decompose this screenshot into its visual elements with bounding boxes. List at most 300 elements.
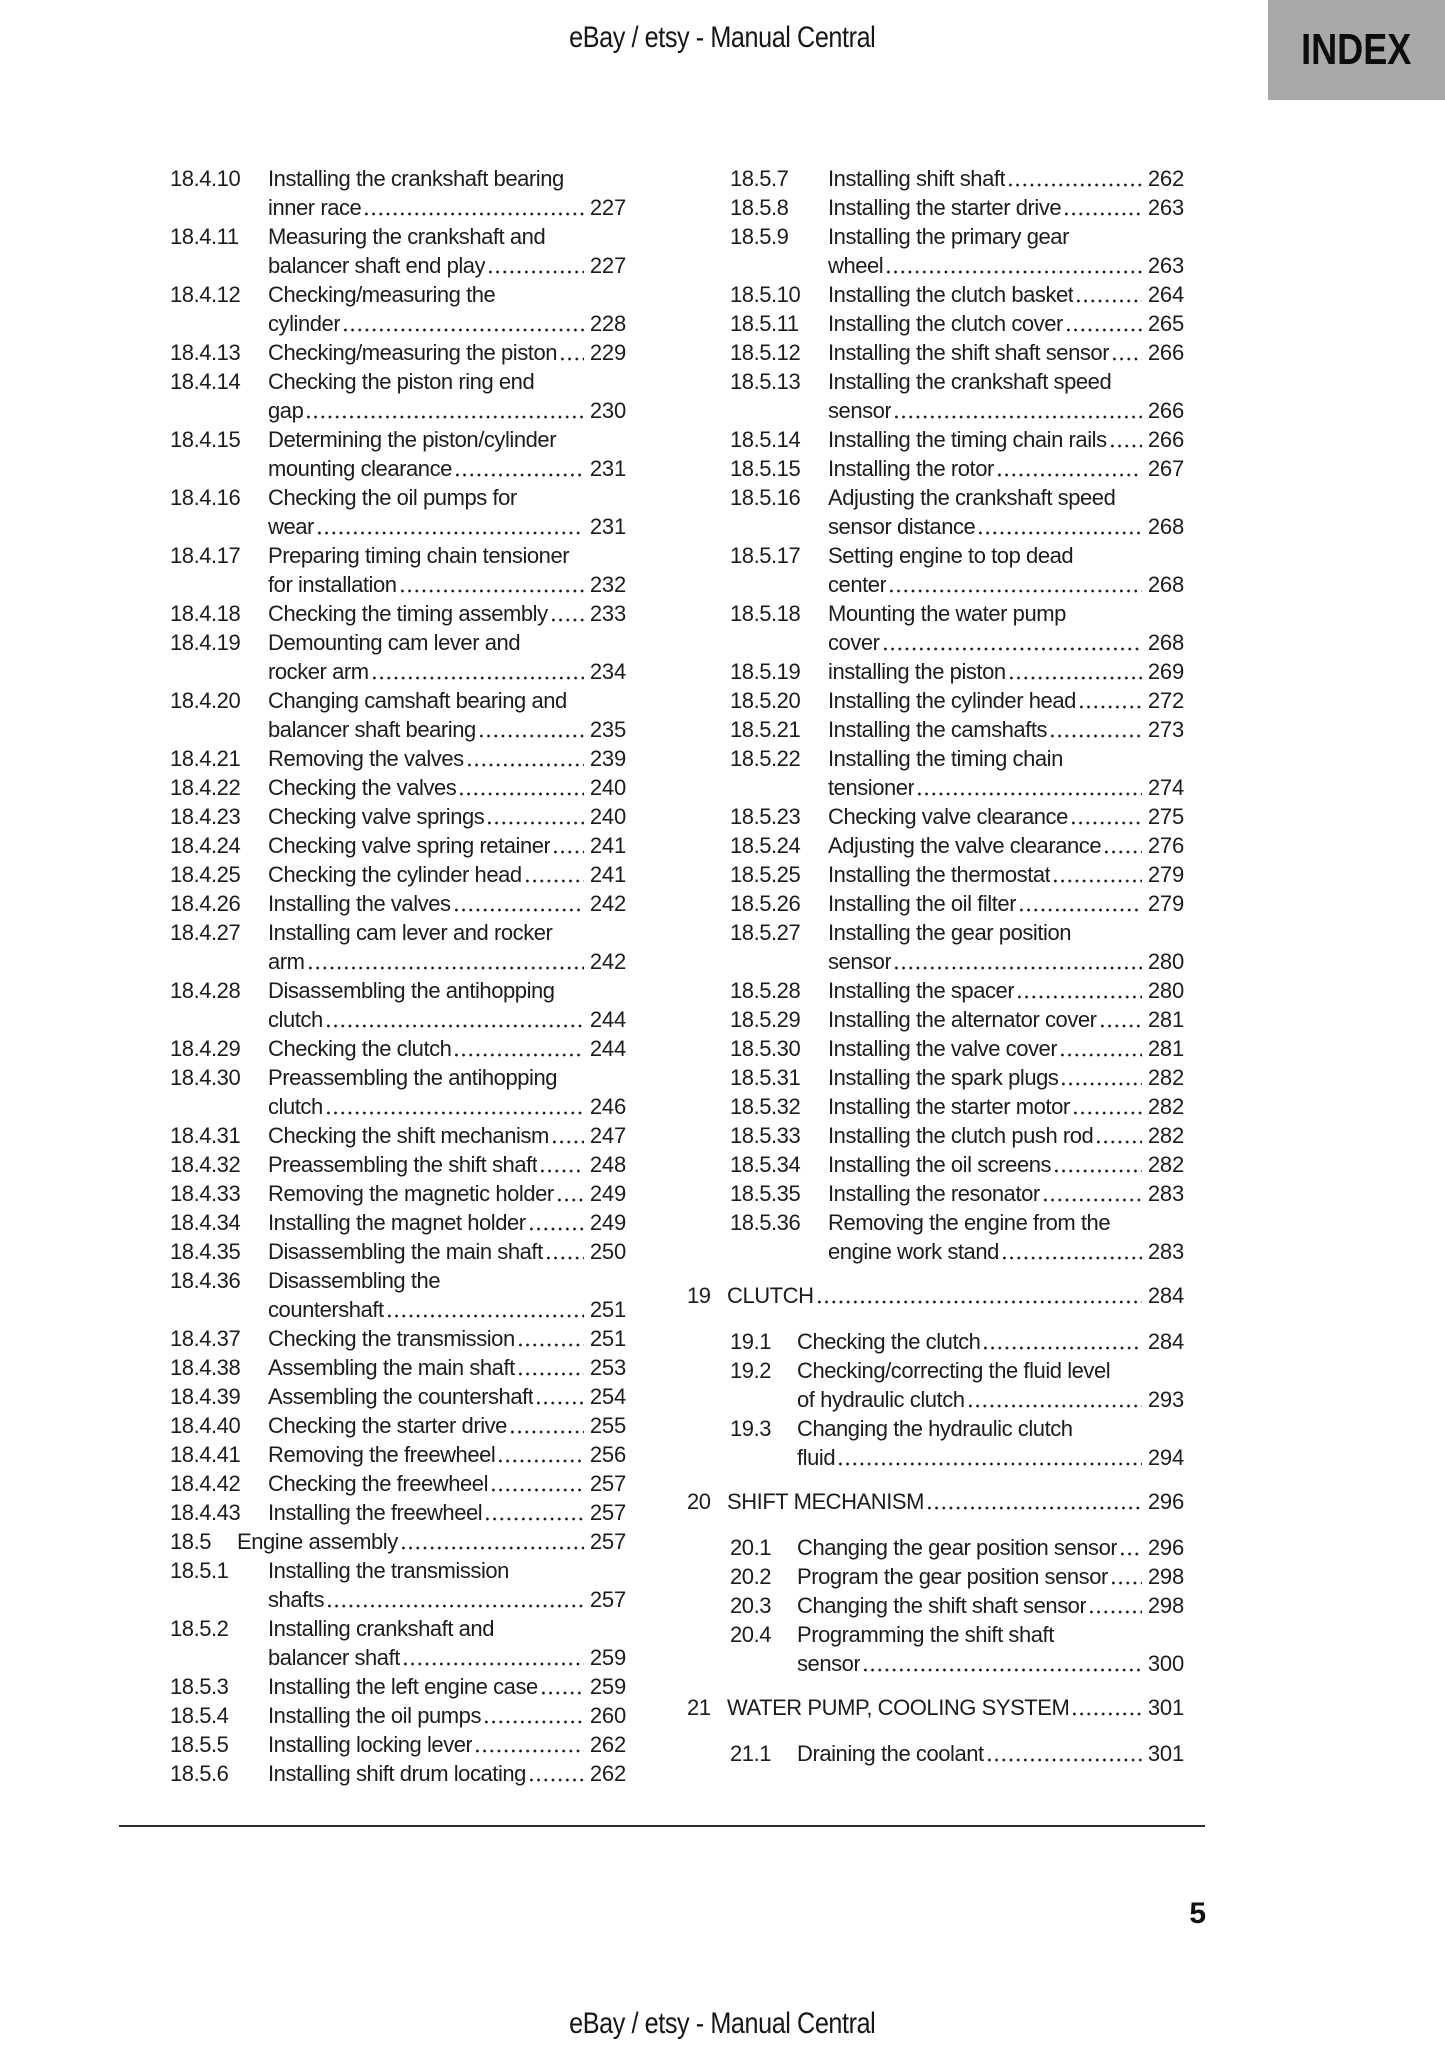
toc-entry-body xyxy=(797,1562,1184,1591)
toc-entry-title-line: arm xyxy=(268,949,305,974)
toc-entry-page: 279 xyxy=(1147,862,1184,887)
toc-entry-page: 257 xyxy=(589,1587,626,1612)
toc-entry xyxy=(127,425,626,483)
toc-entry xyxy=(127,976,626,1034)
toc-entry-title-line: Installing crankshaft and xyxy=(268,1616,495,1641)
toc-entry-page: 234 xyxy=(589,659,626,684)
toc-entry-title-line: wear xyxy=(268,514,314,539)
toc-entry-number: 18.4.43 xyxy=(170,1500,241,1525)
toc-entry-body xyxy=(828,309,1184,338)
dot-leader xyxy=(1054,879,1142,883)
toc-entry-page: 275 xyxy=(1147,804,1184,829)
toc-entry-title-line: Engine assembly xyxy=(237,1529,398,1554)
toc-column-left xyxy=(127,164,626,1788)
toc-entry-title-line: clutch xyxy=(268,1094,323,1119)
toc-entry-body xyxy=(268,773,626,802)
toc-entry-title-line: Changing the gear position sensor xyxy=(797,1535,1118,1560)
toc-entry-title-line: Installing the valves xyxy=(268,891,451,916)
toc-entry-last-line xyxy=(727,1693,1184,1722)
toc-entry-page: 281 xyxy=(1147,1036,1184,1061)
toc-entry-number: 18.4.10 xyxy=(170,166,241,191)
dot-leader xyxy=(1061,1053,1142,1057)
toc-entry-last-line xyxy=(268,309,626,338)
dot-leader xyxy=(554,850,583,854)
toc-entry-title-line: center xyxy=(828,572,887,597)
dot-leader xyxy=(455,908,584,912)
toc-entry-last-line xyxy=(268,599,626,628)
dot-leader xyxy=(485,1720,584,1724)
toc-entry-last-line xyxy=(797,1443,1184,1472)
toc-entry-body xyxy=(828,831,1184,860)
toc-entry xyxy=(127,1730,626,1759)
toc-entry-number: 18.5.18 xyxy=(730,601,801,626)
toc-entry xyxy=(127,1150,626,1179)
toc-entry xyxy=(127,367,626,425)
toc-entry xyxy=(687,715,1184,744)
toc-entry-last-line xyxy=(268,338,626,367)
toc-entry xyxy=(687,1562,1184,1591)
toc-entry xyxy=(127,1672,626,1701)
toc-entry-page: 259 xyxy=(589,1645,626,1670)
toc-entry-last-line xyxy=(268,1092,626,1121)
dot-leader xyxy=(530,1778,584,1782)
toc-entry-title-line: Checking valve clearance xyxy=(828,804,1068,829)
toc-entry-page: 283 xyxy=(1147,1239,1184,1264)
toc-entry-body xyxy=(268,1440,626,1469)
toc-entry-title-line: SHIFT MECHANISM xyxy=(727,1489,924,1514)
toc-entry-page: 274 xyxy=(1147,775,1184,800)
toc-entry-number: 18.4.36 xyxy=(170,1268,241,1293)
dot-leader xyxy=(489,270,584,274)
toc-entry-page: 248 xyxy=(589,1152,626,1177)
toc-entry xyxy=(687,309,1184,338)
toc-entry xyxy=(687,918,1184,976)
toc-entry-title-line: Checking/correcting the fluid level xyxy=(797,1358,1111,1383)
toc-entry-title-line: Installing the starter drive xyxy=(828,195,1062,220)
toc-entry-number: 18.5.11 xyxy=(730,311,799,336)
dot-leader xyxy=(1077,299,1141,303)
toc-entry-page: 260 xyxy=(589,1703,626,1728)
dot-leader xyxy=(558,1198,584,1202)
toc-entry-body xyxy=(828,338,1184,367)
toc-entry-body xyxy=(797,1356,1184,1414)
toc-entry-body xyxy=(797,1414,1184,1472)
toc-entry-number: 18.5.30 xyxy=(730,1036,801,1061)
toc-entry-title-line: Installing the primary gear xyxy=(828,224,1069,249)
toc-entry-number: 18.5.33 xyxy=(730,1123,801,1148)
dot-leader xyxy=(519,1372,584,1376)
toc-entry-page: 280 xyxy=(1147,978,1184,1003)
toc-entry-number: 20.2 xyxy=(730,1564,772,1589)
toc-entry-title-line: Installing the timing chain rails xyxy=(828,427,1107,452)
toc-entry-title-line: Checking the shift mechanism xyxy=(268,1123,549,1148)
toc-entry-last-line xyxy=(268,1672,626,1701)
dot-leader xyxy=(918,792,1141,796)
toc-entry-title-line: Programming the shift shaft xyxy=(797,1622,1054,1647)
toc-entry-title-line: Removing the freewheel xyxy=(268,1442,496,1467)
toc-entry-last-line xyxy=(797,1327,1184,1356)
toc-entry-last-line xyxy=(268,1469,626,1498)
toc-entry-body xyxy=(268,918,626,976)
toc-entry-title-line: Checking the timing assembly xyxy=(268,601,548,626)
toc-entry-number: 20.3 xyxy=(730,1593,772,1618)
toc-entry-body xyxy=(268,425,626,483)
toc-entry-page: 266 xyxy=(1147,427,1184,452)
toc-entry-page: 251 xyxy=(589,1326,626,1351)
toc-entry-page: 267 xyxy=(1147,456,1184,481)
toc-entry-title-line: installing the piston xyxy=(828,659,1006,684)
toc-entry-page: 294 xyxy=(1147,1445,1184,1470)
toc-entry-last-line xyxy=(268,744,626,773)
toc-entry-body xyxy=(268,483,626,541)
toc-entry xyxy=(127,889,626,918)
toc-entry xyxy=(127,1759,626,1788)
toc-entry xyxy=(687,1533,1184,1562)
toc-entry-last-line xyxy=(828,831,1184,860)
dot-leader xyxy=(1020,908,1142,912)
toc-entry xyxy=(687,657,1184,686)
page-number: 5 xyxy=(1189,1897,1206,1930)
dot-leader xyxy=(552,618,584,622)
dot-leader xyxy=(561,357,584,361)
toc-entry-last-line xyxy=(828,309,1184,338)
dot-leader xyxy=(307,415,584,419)
dot-leader xyxy=(1003,1256,1142,1260)
toc-entry-title-line: countershaft xyxy=(268,1297,384,1322)
toc-entry-last-line xyxy=(797,1533,1184,1562)
toc-entry-number: 18.5.8 xyxy=(730,195,789,220)
dot-leader xyxy=(492,1488,584,1492)
toc-entry-body xyxy=(828,1063,1184,1092)
toc-entry-page: 266 xyxy=(1147,340,1184,365)
toc-entry-page: 240 xyxy=(589,804,626,829)
toc-entry xyxy=(687,1739,1184,1768)
toc-entry xyxy=(127,1063,626,1121)
toc-entry-body xyxy=(268,1063,626,1121)
toc-entry xyxy=(127,599,626,628)
toc-entry-page: 251 xyxy=(589,1297,626,1322)
toc-entry-last-line xyxy=(828,628,1184,657)
toc-entry-page: 283 xyxy=(1147,1181,1184,1206)
toc-entry-body xyxy=(268,1672,626,1701)
toc-entry-body xyxy=(268,280,626,338)
toc-entry-number: 18.4.39 xyxy=(170,1384,241,1409)
dot-leader xyxy=(1090,1610,1142,1614)
toc-entry-title-line: Program the gear position sensor xyxy=(797,1564,1108,1589)
toc-entry-page: 279 xyxy=(1147,891,1184,916)
toc-entry-last-line xyxy=(828,657,1184,686)
toc-entry xyxy=(687,338,1184,367)
dot-leader xyxy=(530,1227,584,1231)
toc-entry-page: 227 xyxy=(589,253,626,278)
toc-entry-title-line: sensor xyxy=(797,1651,861,1676)
toc-entry xyxy=(687,686,1184,715)
toc-entry-number: 18.4.29 xyxy=(170,1036,241,1061)
toc-entry-number: 18.5.25 xyxy=(730,862,801,887)
toc-entry xyxy=(687,1356,1184,1414)
dot-leader xyxy=(998,473,1142,477)
dot-leader xyxy=(895,966,1142,970)
toc-entry-page: 256 xyxy=(589,1442,626,1467)
toc-entry-title-line: balancer shaft end play xyxy=(268,253,486,278)
toc-entry-last-line xyxy=(268,1643,626,1672)
toc-entry-page: 247 xyxy=(589,1123,626,1148)
dot-leader xyxy=(547,1256,584,1260)
toc-entry-page: 282 xyxy=(1147,1123,1184,1148)
page-footer-title xyxy=(0,2008,1445,2040)
toc-entry-number: 18.5.24 xyxy=(730,833,801,858)
toc-entry-body xyxy=(268,1034,626,1063)
toc-entry xyxy=(127,1527,626,1556)
toc-entry-number: 19 xyxy=(687,1283,711,1308)
toc-entry-title-line: Installing the alternator cover xyxy=(828,1007,1097,1032)
toc-entry-page: 264 xyxy=(1147,282,1184,307)
toc-entry-number: 18.4.14 xyxy=(170,369,241,394)
toc-entry xyxy=(127,483,626,541)
toc-entry-title-line: Installing the clutch cover xyxy=(828,311,1063,336)
dot-leader xyxy=(1074,1111,1142,1115)
toc-entry-last-line xyxy=(268,512,626,541)
toc-entry-number: 20.1 xyxy=(730,1535,772,1560)
toc-entry-title-line: Mounting the water pump xyxy=(828,601,1066,626)
toc-entry-number: 21.1 xyxy=(730,1741,772,1766)
dot-leader xyxy=(969,1404,1142,1408)
toc-entry-page: 268 xyxy=(1147,572,1184,597)
dot-leader xyxy=(318,531,584,535)
dot-leader xyxy=(486,1517,584,1521)
toc-entry-title-line: Changing camshaft bearing and xyxy=(268,688,567,713)
toc-entry-title-line: engine work stand xyxy=(828,1239,999,1264)
toc-entry-title-line: Installing the clutch push rod xyxy=(828,1123,1094,1148)
toc-entry-title-line: Checking the clutch xyxy=(797,1329,981,1354)
dot-leader xyxy=(480,734,584,738)
toc-entry-page: 282 xyxy=(1147,1065,1184,1090)
toc-entry-title-line: cylinder xyxy=(268,311,341,336)
toc-entry-body xyxy=(828,802,1184,831)
toc-entry xyxy=(127,773,626,802)
toc-entry-last-line xyxy=(828,802,1184,831)
toc-entry-last-line xyxy=(268,831,626,860)
toc-entry-page: 249 xyxy=(589,1181,626,1206)
toc-entry xyxy=(127,686,626,744)
toc-entry xyxy=(127,1498,626,1527)
toc-entry-page: 296 xyxy=(1147,1489,1184,1514)
toc-entry-body xyxy=(268,1556,626,1614)
toc-entry-number: 18.5.2 xyxy=(170,1616,229,1641)
toc-entry-page: 242 xyxy=(589,949,626,974)
toc-entry-last-line xyxy=(828,773,1184,802)
toc-entry-page: 262 xyxy=(589,1761,626,1786)
toc-entry-page: 242 xyxy=(589,891,626,916)
toc-entry-title-line: Assembling the countershaft xyxy=(268,1384,534,1409)
toc-entry-body xyxy=(268,599,626,628)
toc-entry-title-line: balancer shaft xyxy=(268,1645,400,1670)
toc-entry-number: 18.5.15 xyxy=(730,456,801,481)
toc-entry-last-line xyxy=(268,1208,626,1237)
toc-entry-body xyxy=(268,1469,626,1498)
toc-entry-title-line: Installing the crankshaft bearing xyxy=(268,166,564,191)
toc-entry-number: 18.5.32 xyxy=(730,1094,801,1119)
toc-entry xyxy=(687,1150,1184,1179)
dot-leader xyxy=(541,1169,583,1173)
toc-entry-body xyxy=(268,976,626,1034)
toc-entry-body xyxy=(828,1034,1184,1063)
dot-leader xyxy=(388,1314,584,1318)
toc-entry-body xyxy=(727,1281,1184,1310)
toc-entry-page: 284 xyxy=(1147,1283,1184,1308)
toc-entry-number: 18.5.28 xyxy=(730,978,801,1003)
toc-entry-last-line xyxy=(268,1295,626,1324)
toc-entry-body xyxy=(268,222,626,280)
toc-entry-page: 273 xyxy=(1147,717,1184,742)
toc-entry-title-line: Checking the cylinder head xyxy=(268,862,522,887)
toc-entry-last-line xyxy=(268,1759,626,1788)
toc-entry-page: 268 xyxy=(1147,630,1184,655)
dot-leader xyxy=(373,676,584,680)
toc-entry-title-line: Installing the transmission xyxy=(268,1558,509,1583)
toc-entry-number: 18.5.9 xyxy=(730,224,789,249)
toc-entry-body xyxy=(828,193,1184,222)
toc-entry-last-line xyxy=(828,512,1184,541)
toc-entry-last-line xyxy=(828,686,1184,715)
toc-entry-number: 18.4.22 xyxy=(170,775,241,800)
dot-leader xyxy=(1080,705,1142,709)
dot-leader xyxy=(984,1346,1141,1350)
toc-entry-title-line: Installing the timing chain xyxy=(828,746,1063,771)
dot-leader xyxy=(1018,995,1142,999)
toc-entry-number: 18.4.26 xyxy=(170,891,241,916)
toc-entry-title-line: Checking the oil pumps for xyxy=(268,485,517,510)
toc-entry-body xyxy=(727,1487,1184,1516)
toc-entry-page: 301 xyxy=(1147,1695,1184,1720)
toc-entry-body xyxy=(268,1121,626,1150)
toc-entry-body xyxy=(268,831,626,860)
toc-entry-page: 249 xyxy=(589,1210,626,1235)
toc-entry-page: 284 xyxy=(1147,1329,1184,1354)
toc-entry-number: 18.4.40 xyxy=(170,1413,241,1438)
toc-entry-number: 18.4.34 xyxy=(170,1210,241,1235)
dot-leader xyxy=(928,1506,1142,1510)
toc-entry-last-line xyxy=(828,860,1184,889)
toc-entry-number: 18.5.10 xyxy=(730,282,801,307)
toc-entry-title-line: Checking/measuring the xyxy=(268,282,496,307)
toc-entry-number: 21 xyxy=(687,1695,711,1720)
toc-entry-page: 229 xyxy=(589,340,626,365)
toc-entry xyxy=(687,1063,1184,1092)
toc-entry-body xyxy=(828,1150,1184,1179)
toc-entry-title-line: Installing the left engine case xyxy=(268,1674,538,1699)
toc-entry xyxy=(687,860,1184,889)
index-badge-label: INDEX xyxy=(1301,25,1412,74)
page-header-title-text: eBay / etsy - Manual Central xyxy=(569,21,876,54)
dot-leader xyxy=(1112,1581,1142,1585)
toc-entry-page: 241 xyxy=(589,862,626,887)
toc-entry-title-line: of hydraulic clutch xyxy=(797,1387,965,1412)
dot-leader xyxy=(887,270,1142,274)
toc-entry-body xyxy=(727,1693,1184,1722)
toc-entry-last-line xyxy=(268,193,626,222)
page-header-title xyxy=(0,22,1445,54)
toc-entry-title-line: Preparing timing chain tensioner xyxy=(268,543,570,568)
toc-entry-title-line: Changing the shift shaft sensor xyxy=(797,1593,1087,1618)
toc-entry-page: 265 xyxy=(1147,311,1184,336)
dot-leader xyxy=(895,415,1142,419)
toc-entry-title-line: Adjusting the valve clearance xyxy=(828,833,1102,858)
dot-leader xyxy=(1010,676,1142,680)
toc-entry-number: 18.4.37 xyxy=(170,1326,241,1351)
dot-leader xyxy=(1055,1169,1142,1173)
toc-entry-title-line: cover xyxy=(828,630,880,655)
toc-entry xyxy=(687,541,1184,599)
toc-entry-number: 18.5.20 xyxy=(730,688,801,713)
toc-entry xyxy=(687,1281,1184,1310)
toc-entry-body xyxy=(828,1005,1184,1034)
toc-entry-title-line: Checking the clutch xyxy=(268,1036,452,1061)
toc-entry-body xyxy=(268,1614,626,1672)
dot-leader xyxy=(1051,734,1142,738)
toc-entry xyxy=(127,541,626,599)
toc-entry-last-line xyxy=(268,1237,626,1266)
toc-entry-title-line: Setting engine to top dead xyxy=(828,543,1074,568)
toc-entry-title-line: Changing the hydraulic clutch xyxy=(797,1416,1073,1441)
toc-entry-page: 246 xyxy=(589,1094,626,1119)
toc-entry-body xyxy=(828,280,1184,309)
toc-entry xyxy=(127,1353,626,1382)
toc-entry-number: 18.4.32 xyxy=(170,1152,241,1177)
dot-leader xyxy=(401,589,584,593)
dot-leader xyxy=(542,1691,584,1695)
toc-entry-title-line: Checking the valves xyxy=(268,775,457,800)
toc-entry xyxy=(127,1440,626,1469)
toc-entry-number: 18.4.17 xyxy=(170,543,241,568)
toc-entry-page: 254 xyxy=(589,1384,626,1409)
toc-entry-last-line xyxy=(268,947,626,976)
toc-entry-last-line xyxy=(268,1005,626,1034)
toc-entry-body xyxy=(828,918,1184,976)
toc-entry-number: 18.5.36 xyxy=(730,1210,801,1235)
toc-entry-title-line: Installing the valve cover xyxy=(828,1036,1058,1061)
toc-entry xyxy=(687,1034,1184,1063)
toc-entry xyxy=(127,1701,626,1730)
toc-entry xyxy=(127,338,626,367)
toc-entry-title-line: Checking the piston ring end xyxy=(268,369,535,394)
toc-entry xyxy=(127,1121,626,1150)
toc-entry xyxy=(127,1382,626,1411)
toc-entry-page: 227 xyxy=(589,195,626,220)
dot-leader xyxy=(460,792,584,796)
toc-entry-title-line: Checking/measuring the piston xyxy=(268,340,558,365)
toc-entry xyxy=(687,164,1184,193)
toc-entry-page: 296 xyxy=(1147,1535,1184,1560)
toc-entry-number: 18.4.30 xyxy=(170,1065,241,1090)
toc-entry-title-line: clutch xyxy=(268,1007,323,1032)
toc-entry-title-line: Installing the crankshaft speed xyxy=(828,369,1112,394)
toc-entry-last-line xyxy=(268,1324,626,1353)
toc-entry-last-line xyxy=(727,1281,1184,1310)
toc-entry-page: 282 xyxy=(1147,1152,1184,1177)
toc-entry-body xyxy=(268,802,626,831)
toc-entry-last-line xyxy=(828,1063,1184,1092)
toc-column-right xyxy=(687,164,1184,1788)
toc-entry-page: 282 xyxy=(1147,1094,1184,1119)
toc-entry-page: 255 xyxy=(589,1413,626,1438)
toc-entry-last-line xyxy=(828,1092,1184,1121)
toc-entry-title-line: Removing the engine from the xyxy=(828,1210,1111,1235)
dot-leader xyxy=(1065,212,1142,216)
toc-entry-number: 19.1 xyxy=(730,1329,772,1354)
index-badge xyxy=(1268,0,1445,100)
toc-entry xyxy=(687,367,1184,425)
